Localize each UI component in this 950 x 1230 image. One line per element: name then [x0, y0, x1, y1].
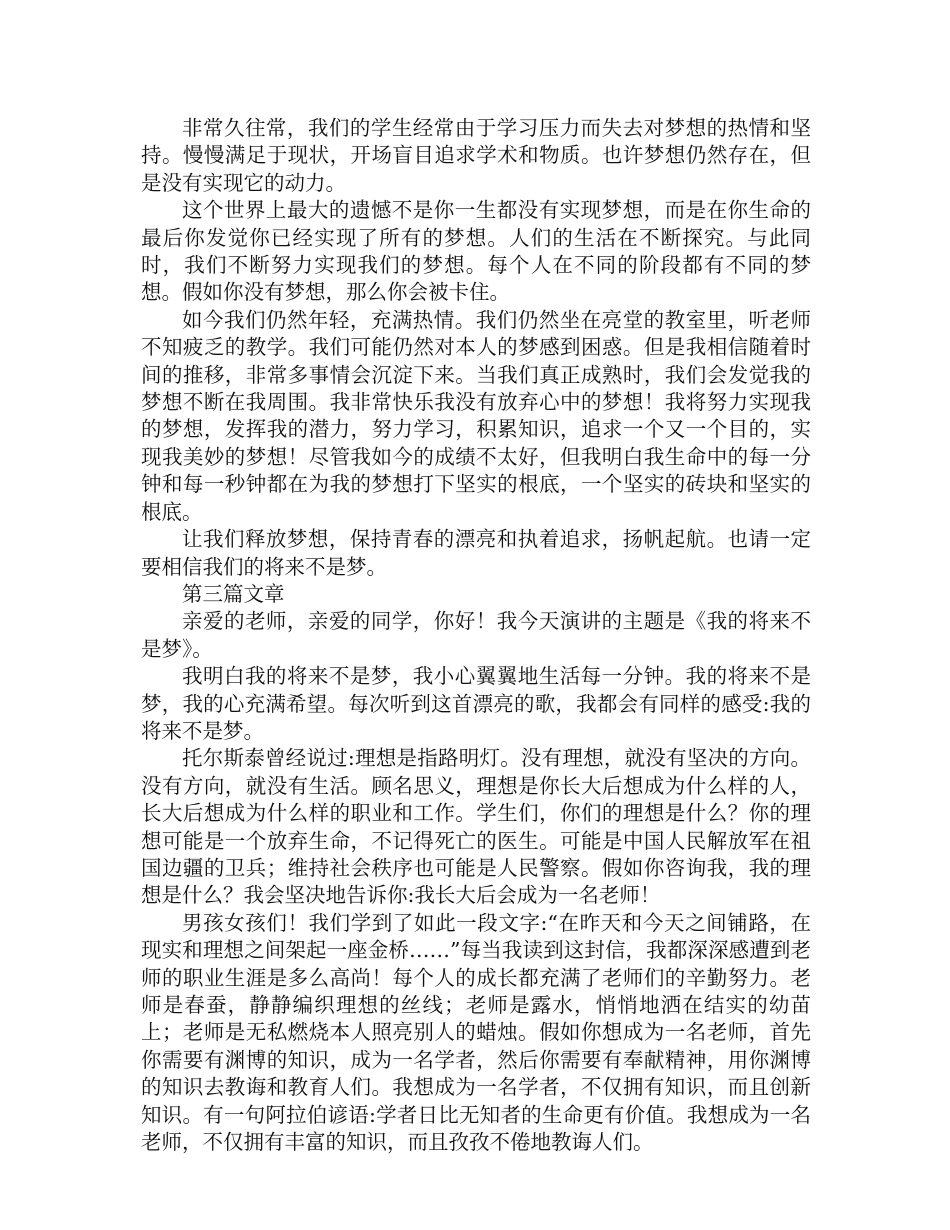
- document-page: [141, 115, 811, 1156]
- section-heading: 第三篇文章: [182, 581, 285, 606]
- paragraph: 这个世界上最大的遗憾不是你一生都没有实现梦想，而是在你生命的最后你发觉你已经实现了所有的梦想。人们的生活在不断探究。与此同时，我们不断努力实现我们的梦想。每个人在不同的阶段都有不同的梦想。假如你没有梦想，那么你会被卡住。: [141, 198, 811, 305]
- paragraph: 托尔斯泰曾经说过:理想是指路明灯。没有理想，就没有坚决的方向。没有方向，就没有生活。顾名思义，理想是你长大后想成为什么样的人，长大后想成为什么样的职业和工作。学生们，你们的理想是什么？你的理想可能是一个放弃生命，不记得死亡的医生。可能是中国人民解放军在祖国边疆的卫兵；维持社会秩序也可能是人民警察。假如你咨询我，我的理想是什么？我会坚决地告诉你:我长大后会成为一名老师！: [141, 746, 811, 908]
- paragraph: 男孩女孩们！我们学到了如此一段文字:“在昨天和今天之间铺路，在现实和理想之间架起一座金桥……”每当我读到这封信，我都深深感遭到老师的职业生涯是多么高尚！每个人的成长都充满了老师们的辛勤努力。老师是春蚕，静静编织理想的丝线；老师是露水，悄悄地洒在结实的幼苗上；老师是无私燃烧本人照亮别人的蜡烛。假如你想成为一名老师，首先你需要有渊博的知识，成为一名学者，然后你需要有奉献精神，用你渊博的知识去教诲和教育人们。我想成为一名学者，不仅拥有知识，而且创新知识。有一句阿拉伯谚语:学者日比无知者的生命更有价值。我想成为一名老师，不仅拥有丰富的知识，而且孜孜不倦地教诲人们。: [141, 910, 811, 1155]
- paragraph: 亲爱的老师，亲爱的同学，你好！我今天演讲的主题是《我的将来不是梦》。: [141, 609, 811, 661]
- paragraph: 我明白我的将来不是梦，我小心翼翼地生活每一分钟。我的将来不是梦，我的心充满希望。每次听到这首漂亮的歌，我都会有同样的感受:我的将来不是梦。: [141, 664, 811, 743]
- paragraph: 如今我们仍然年轻，充满热情。我们仍然坐在亮堂的教室里，听老师不知疲乏的教学。我们可能仍然对本人的梦感到困惑。但是我相信随着时间的推移，非常多事情会沉淀下来。当我们真正成熟时，我们会发觉我的梦想不断在我周围。我非常快乐我没有放弃心中的梦想！我将努力实现我的梦想，发挥我的潜力，努力学习，积累知识，追求一个又一个目的，实现我美妙的梦想！尽管我如今的成绩不太好，但我明白我生命中的每一分钟和每一秒钟都在为我的梦想打下坚实的根底，一个坚实的砖块和坚实的根底。: [141, 307, 811, 524]
- paragraph: 让我们释放梦想，保持青春的漂亮和执着追求，扬帆起航。也请一定要相信我们的将来不是梦。: [141, 527, 811, 579]
- paragraph: 非常久往常，我们的学生经常由于学习压力而失去对梦想的热情和坚持。慢慢满足于现状，开场盲目追求学术和物质。也许梦想仍然存在，但是没有实现它的动力。: [141, 116, 811, 195]
